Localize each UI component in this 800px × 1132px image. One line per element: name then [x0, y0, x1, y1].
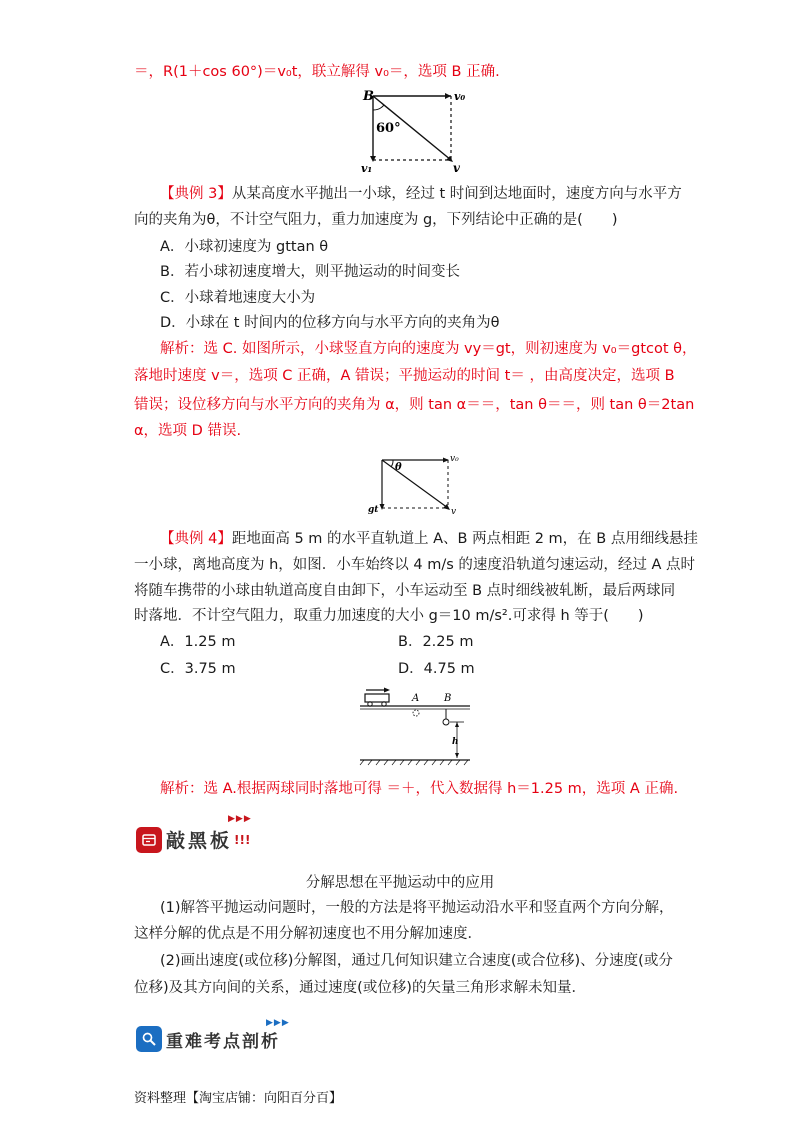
label-theta: θ [395, 462, 402, 473]
example3-option-b: B．若小球初速度增大，则平抛运动的时间变长 [160, 264, 460, 280]
banner1-title: 敲黑板 [166, 830, 233, 852]
banner2-title: 重难考点剖析 [166, 1031, 280, 1052]
label-v-fig2: v [451, 507, 457, 517]
example3-stem-line2: 向的夹角为θ，不计空气阻力，重力加速度为 g，下列结论中正确的是( ) [134, 212, 618, 228]
top-solution-line: ＝，R(1＋cos 60°)＝v₀t，联立解得 v₀＝，选项 B 正确. [134, 64, 500, 80]
banner1-suffix: !!! [234, 832, 251, 847]
label-B: B [363, 89, 374, 104]
label-v0-fig2: v₀ [450, 454, 459, 464]
example4-stem-line3: 将随车携带的小球由轨道高度自由卸下，小车运动至 B 点时细线被轧断，最后两球同 [134, 583, 676, 599]
example3-analysis-line3: 错误；设位移方向与水平方向的夹角为 α，则 tan α＝＝，tan θ＝＝，则 tan θ＝2tan [134, 397, 695, 413]
banner1-arrows: ▶▶▶ [228, 814, 252, 824]
banner-knock-board [136, 826, 250, 853]
example4-option-c: C．3.75 m [160, 661, 236, 677]
label-v1: v₁ [361, 162, 373, 175]
label-h: h [452, 737, 459, 747]
summary-p2-line2: 位移)及其方向间的关系，通过速度(或位移)的矢量三角形求解未知量． [134, 980, 586, 996]
example4-option-a: A．1.25 m [160, 634, 236, 650]
example4-stem-line4: 时落地．不计空气阻力，取重力加速度的大小 g＝10 m/s².可求得 h 等于( ) [134, 608, 644, 624]
example4-stem-line1: 【典例 4】距地面高 5 m 的水平直轨道上 A、B 两点相距 2 m，在 B 点用细线悬挂 [160, 531, 698, 547]
magnifier-icon [136, 1026, 162, 1052]
example3-analysis-line1: 解析：选 C. 如图所示，小球竖直方向的速度为 vy＝gt，则初速度为 v₀＝gtcot θ， [160, 341, 697, 357]
summary-p2-line1: (2)画出速度(或位移)分解图，通过几何知识建立合速度(或合位移)、分速度(或分 [160, 953, 673, 969]
example3-analysis-line4: α，选项 D 错误. [134, 423, 242, 439]
example4-analysis: 解析：选 A.根据两球同时落地可得 ＝＋，代入数据得 h＝1.25 m，选项 A 正确. [160, 781, 679, 797]
banner-key-points [136, 1026, 280, 1052]
summary-title: 分解思想在平抛运动中的应用 [305, 875, 495, 891]
example3-analysis-line2: 落地时速度 v＝，选项 C 正确，A 错误；平抛运动的时间 t＝ ，由高度决定，选项 B [134, 368, 675, 384]
example4-option-d: D．4.75 m [398, 661, 475, 677]
board-icon [136, 827, 162, 853]
footer-source: 资料整理【淘宝店铺：向阳百分百】 [134, 1091, 343, 1106]
label-gt: gt [368, 505, 379, 515]
velocity-diagram-2 [366, 450, 466, 520]
example3-option-a: A．小球初速度为 gttan θ [160, 239, 329, 255]
banner2-arrows: ▶▶▶ [266, 1018, 290, 1028]
velocity-diagram-1 [355, 86, 475, 176]
label-angle: 60° [376, 121, 401, 136]
example3-option-c: C．小球着地速度大小为 [160, 290, 316, 306]
label-v: v [453, 161, 460, 175]
summary-p1-line2: 这样分解的优点是不用分解初速度也不用分解加速度． [134, 926, 482, 942]
example3-option-d: D．小球在 t 时间内的位移方向与水平方向的夹角为θ [160, 315, 500, 331]
summary-p1-line1: (1)解答平抛运动问题时，一般的方法是将平抛运动沿水平和竖直两个方向分解， [160, 900, 674, 916]
example4-option-b: B．2.25 m [398, 634, 474, 650]
example3-tag: 【典例 3】 [160, 186, 232, 202]
example4-tag: 【典例 4】 [160, 531, 232, 547]
label-A: A [412, 693, 420, 704]
example4-stem-line2: 一小球，离地高度为 h，如图．小车始终以 4 m/s 的速度沿轨道匀速运动，经过 A 点时 [134, 557, 696, 573]
example3-stem-line1: 【典例 3】从某高度水平抛出一小球，经过 t 时间到达地面时，速度方向与水平方 [160, 186, 682, 202]
label-v0: v₀ [454, 90, 466, 103]
cart-track-diagram [358, 684, 476, 770]
label-B-fig3: B [444, 693, 452, 704]
